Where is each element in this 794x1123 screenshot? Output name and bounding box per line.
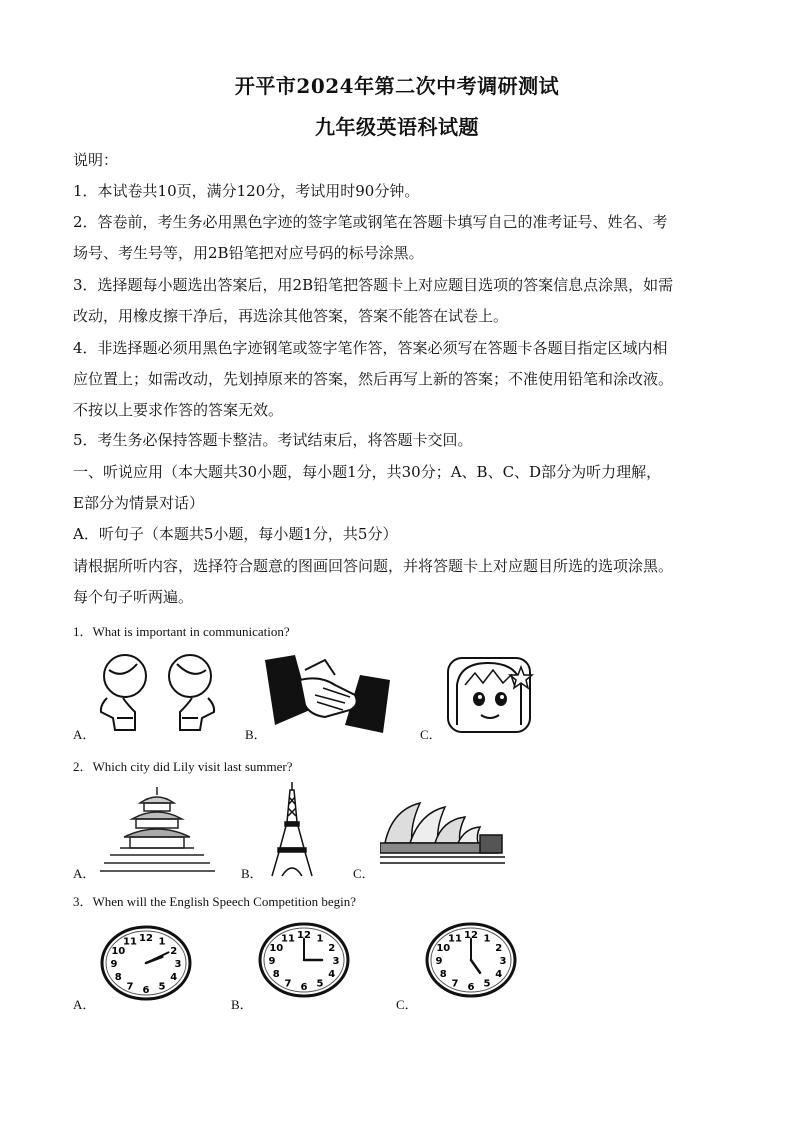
clock-number: 1 (158, 936, 166, 948)
clock-number: 2 (328, 943, 336, 954)
note-line: 4．非选择题必须用黑色字迹钢笔或签字笔作答，答案必须写在答题卡各题目指定区域内相 (73, 339, 668, 357)
clock-number: 3 (174, 959, 182, 970)
smiling-girl-face-illustration (445, 655, 535, 735)
section-heading: 一、听说应用（本大题共30小题，每小题1分，共30分；A、B、C、D部分为听力理解， (73, 463, 662, 481)
section-heading-cont: E部分为情景对话） (73, 494, 204, 512)
clock-number: 6 (300, 982, 308, 993)
clock-number: 3 (332, 956, 340, 967)
clock-number: 11 (448, 933, 462, 945)
question-1: 1．What is important in communication? (73, 624, 290, 639)
clock-number: 2 (495, 943, 503, 954)
temple-of-heaven-illustration (100, 785, 215, 873)
note-line: 3．选择题每小题选出答案后，用2B铅笔把答题卡上对应题目选项的答案信息点涂黑，如需 (73, 276, 674, 294)
clock-number: 12 (297, 930, 311, 941)
clock-number: 7 (451, 978, 459, 990)
clock-number: 8 (114, 972, 122, 983)
exam-title: 开平市2024年第二次中考调研测试 (234, 74, 560, 98)
note-line: 5．考生务必保持答题卡整洁。考试结束后，将答题卡交回。 (73, 431, 473, 449)
clock-number: 1 (483, 933, 491, 945)
q1-option-a-label: A． (73, 727, 96, 742)
clock-number: 12 (139, 933, 153, 944)
q3-option-c-label: C． (396, 997, 418, 1012)
handshake-illustration (265, 655, 390, 735)
clock-number: 9 (435, 956, 443, 967)
q3-option-a-label: A． (73, 997, 96, 1012)
exam-subtitle: 九年级英语科试题 (315, 115, 479, 139)
clock-number: 10 (111, 946, 126, 957)
q1-option-c-label: C． (420, 727, 442, 742)
clock-number: 2 (170, 946, 178, 957)
clock-number: 7 (126, 981, 134, 993)
clock-number: 8 (439, 969, 447, 980)
instruction-line: 每个句子听两遍。 (73, 588, 194, 606)
clock-b-illustration (256, 920, 352, 1000)
note-line: 应位置上；如需改动，先划掉原来的答案，然后再写上新的答案；不准使用铅笔和涂改液。 (73, 370, 674, 388)
q3-option-b-label: B． (231, 997, 253, 1012)
two-people-heads-illustration (95, 650, 220, 735)
clock-number: 5 (483, 978, 491, 990)
clock-number: 9 (268, 956, 276, 967)
clock-number: 6 (467, 982, 475, 993)
q1-option-b-label: B． (245, 727, 267, 742)
clock-number: 5 (316, 978, 324, 990)
clock-c-illustration (423, 920, 519, 1000)
clock-number: 8 (272, 969, 280, 980)
clock-number: 10 (269, 943, 284, 954)
part-a-heading: A．听句子（本题共5小题，每小题1分，共5分） (73, 525, 398, 543)
instruction-line: 请根据所听内容，选择符合题意的图画回答问题，并将答题卡上对应题目所选的选项涂黑。 (73, 557, 674, 575)
clock-number: 4 (328, 969, 336, 980)
eiffel-tower-illustration (270, 782, 315, 877)
notes-heading: 说明： (73, 151, 119, 169)
question-3: 3．When will the English Speech Competition begin? (73, 894, 357, 909)
clock-number: 4 (170, 972, 178, 983)
q2-option-c-label: C． (353, 866, 375, 881)
sydney-opera-house-illustration (380, 795, 505, 867)
clock-number: 7 (284, 978, 292, 990)
clock-number: 3 (499, 956, 507, 967)
clock-number: 10 (436, 943, 451, 954)
clock-number: 1 (316, 933, 324, 945)
q2-option-a-label: A． (73, 866, 96, 881)
question-2: 2．Which city did Lily visit last summer? (73, 759, 293, 774)
clock-number: 11 (123, 936, 137, 948)
clock-number: 5 (158, 981, 166, 993)
note-line: 2．答卷前，考生务必用黑色字迹的签字笔或钢笔在答题卡填写自己的准考证号、姓名、考 (73, 213, 668, 231)
clock-a-illustration (98, 923, 194, 1003)
clock-number: 4 (495, 969, 503, 980)
note-line: 不按以上要求作答的答案无效。 (73, 401, 284, 419)
note-line: 1．本试卷共10页，满分120分，考试用时90分钟。 (73, 182, 420, 200)
q2-option-b-label: B． (241, 866, 263, 881)
clock-number: 9 (110, 959, 118, 970)
clock-number: 11 (281, 933, 295, 945)
note-line: 场号、考生号等，用2B铅笔把对应号码的标号涂黑。 (73, 244, 424, 262)
clock-number: 12 (464, 930, 478, 941)
note-line: 改动，用橡皮擦干净后，再选涂其他答案，答案不能答在试卷上。 (73, 307, 509, 325)
clock-number: 6 (142, 985, 150, 996)
